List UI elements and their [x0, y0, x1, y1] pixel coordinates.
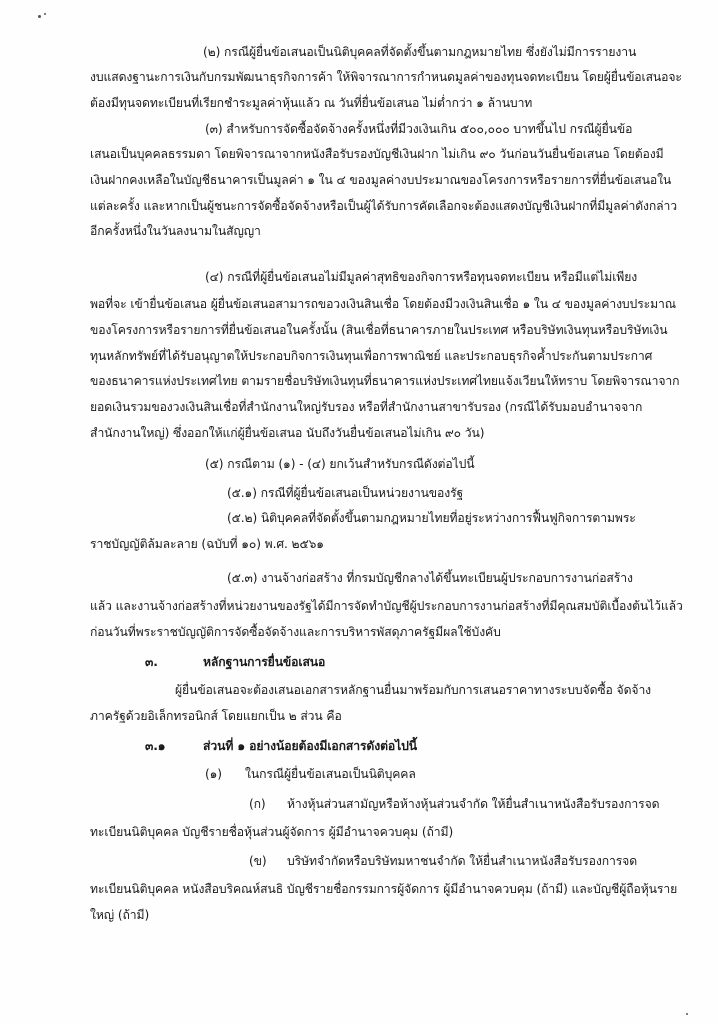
subsection-heading: ส่วนที่ ๑ อย่างน้อยต้องมีเอกสารดังต่อไปนี้	[203, 739, 418, 753]
text-line: ยอดเงินรวมของวงเงินสินเชื่อที่สำนักงานใหญ่รับรอง หรือที่สำนักงานสาขารับรอง (กรณีได้รับมอบอำนาจจาก	[90, 400, 643, 414]
text-line: พอที่จะ เข้ายื่นข้อเสนอ ผู้ยื่นข้อเสนอสามารถขอวงเงินสินเชื่อ โดยต้องมีวงเงินสินเชื่อ ๑ ใน ๔ ของมูลค่างบประมาณ	[90, 297, 676, 311]
text-line: ราชบัญญัติล้มละลาย (ฉบับที่ ๑๐) พ.ศ. ๒๕๖๑	[90, 537, 324, 551]
text-line: ทะเบียนนิติบุคคล บัญชีรายชื่อหุ้นส่วนผู้จัดการ ผู้มีอำนาจควบคุม (ถ้ามี)	[90, 825, 454, 839]
text-line: สำนักงานใหญ่) ซึ่งออกให้แก่ผู้ยื่นข้อเสนอ นับถึงวันยื่นข้อเสนอไม่เกิน ๙๐ วัน)	[90, 426, 485, 440]
text-line: ต้องมีทุนจดทะเบียนที่เรียกชำระมูลค่าหุ้นแล้ว ณ วันที่ยื่นข้อเสนอ ไม่ต่ำกว่า ๑ ล้านบาท	[90, 96, 533, 110]
text-line: ใหญ่ (ถ้ามี)	[90, 908, 150, 922]
text-line: ผู้ยื่นข้อเสนอจะต้องเสนอเอกสารหลักฐานยื่นมาพร้อมกับการเสนอราคาทางระบบจัดซื้อ จัดจ้าง	[175, 683, 652, 697]
text-line: ทะเบียนนิติบุคคล หนังสือบริคณห์สนธิ บัญชีรายชื่อกรรมการผู้จัดการ ผู้มีอำนาจควบคุม (ถ้ามี) และบัญชีผู้ถือหุ้นราย	[90, 882, 678, 896]
text-line: (๕) กรณีตาม (๑) - (๔) ยกเว้นสำหรับกรณีดังต่อไปนี้	[205, 457, 475, 471]
text-line: ห้างหุ้นส่วนสามัญหรือห้างหุ้นส่วนจำกัด ให้ยื่นสำเนาหนังสือรับรองการจด	[287, 797, 660, 811]
text-line: ในกรณีผู้ยื่นข้อเสนอเป็นนิติบุคคล	[245, 767, 416, 781]
item-letter: (ก)	[249, 797, 266, 811]
text-line: แต่ละครั้ง และหากเป็นผู้ชนะการจัดซื้อจัดจ้างหรือเป็นผู้ได้รับการคัดเลือกจะต้องแสดงบัญชีเงินฝากที่มีมูลค่าดังกล่าว	[90, 199, 678, 213]
text-line: เสนอเป็นบุคคลธรรมดา โดยพิจารณาจากหนังสือรับรองบัญชีเงินฝาก ไม่เกิน ๙๐ วันก่อนวันยื่นข้อเสนอ โดยต้องมี	[90, 147, 664, 161]
text-line: (๓) สำหรับการจัดซื้อจัดจ้างครั้งหนึ่งที่มีวงเงินเกิน ๕๐๐,๐๐๐ บาทขึ้นไป กรณีผู้ยื่นข้อ	[205, 122, 633, 136]
text-line: แล้ว และงานจ้างก่อสร้างที่หน่วยงานของรัฐได้มีการจัดทำบัญชีผู้ประกอบการงานก่อสร้างที่มีคุณสมบัติเบื้องต้นไว้แล้ว	[90, 599, 683, 613]
text-line: (๕.๓) งานจ้างก่อสร้าง ที่กรมบัญชีกลางได้ขึ้นทะเบียนผู้ประกอบการงานก่อสร้าง	[227, 571, 633, 585]
section-number: ๓.	[145, 655, 158, 669]
subsection-number: ๓.๑	[145, 739, 166, 753]
text-line: (๒) กรณีผู้ยื่นข้อเสนอเป็นนิติบุคคลที่จัดตั้งขึ้นตามกฎหมายไทย ซึ่งยังไม่มีการรายงาน	[203, 45, 637, 59]
text-line: เงินฝากคงเหลือในบัญชีธนาคารเป็นมูลค่า ๑ ใน ๔ ของมูลค่างบประมาณของโครงการหรือรายการที่ยื่นข้อเสนอใน	[90, 173, 672, 187]
text-line: ของธนาคารแห่งประเทศไทย ตามรายชื่อบริษัทเงินทุนที่ธนาคารแห่งประเทศไทยแจ้งเวียนให้ทราบ โดยพิจารณาจาก	[90, 374, 680, 388]
text-line: อีกครั้งหนึ่งในวันลงนามในสัญญา	[90, 224, 261, 238]
section-heading: หลักฐานการยื่นข้อเสนอ	[203, 655, 326, 669]
text-line: ของโครงการหรือรายการที่ยื่นข้อเสนอในครั้งนั้น (สินเชื่อที่ธนาคารภายในประเทศ หรือบริษัทเงินทุนหรือบริษัทเงิน	[90, 323, 668, 337]
text-line: (๕.๑) กรณีที่ผู้ยื่นข้อเสนอเป็นหน่วยงานของรัฐ	[227, 486, 464, 500]
text-line: (๔) กรณีที่ผู้ยื่นข้อเสนอไม่มีมูลค่าสุทธิของกิจการหรือทุนจดทะเบียน หรือมีแต่ไม่เพียง	[205, 270, 638, 284]
text-line: ทุนหลักทรัพย์ที่ได้รับอนุญาตให้ประกอบกิจการเงินทุนเพื่อการพาณิชย์ และประกอบธุรกิจค้ำประกันตามประกาศ	[90, 349, 653, 363]
text-line: ก่อนวันที่พระราชบัญญัติการจัดซื้อจัดจ้างและการบริหารพัสดุภาครัฐมีผลใช้บังคับ	[90, 625, 501, 639]
text-line: บริษัทจำกัดหรือบริษัทมหาชนจำกัด ให้ยื่นสำเนาหนังสือรับรองการจด	[287, 854, 638, 868]
text-line: (๕.๒) นิติบุคคลที่จัดตั้งขึ้นตามกฎหมายไทยที่อยู่ระหว่างการฟื้นฟูกิจการตามพระ	[227, 511, 636, 525]
text-line: ภาครัฐด้วยอิเล็กทรอนิกส์ โดยแยกเป็น ๒ ส่วน คือ	[90, 709, 342, 723]
item-number: (๑)	[205, 767, 222, 781]
text-line: งบแสดงฐานะการเงินกับกรมพัฒนาธุรกิจการค้า ให้พิจารณาการกำหนดมูลค่าของทุนจดทะเบียน โดยผู้ยื่นข้อเสนอจะ	[90, 70, 682, 84]
item-letter: (ข)	[249, 854, 267, 868]
